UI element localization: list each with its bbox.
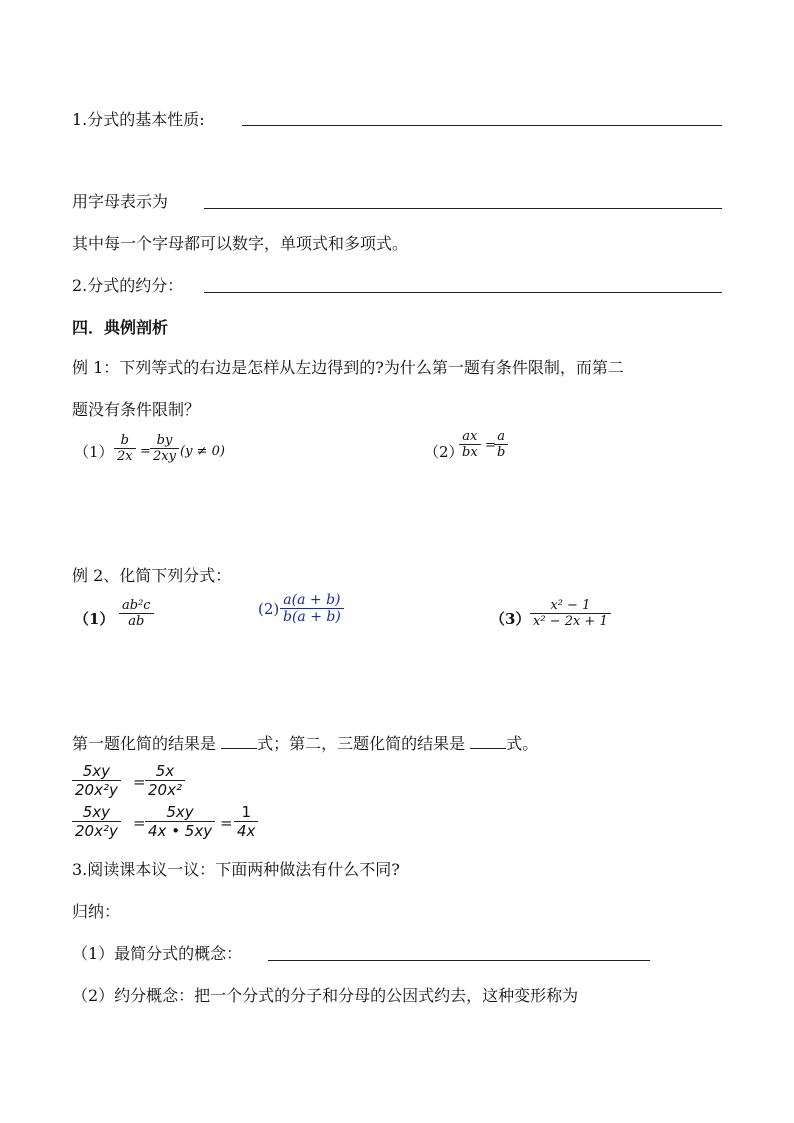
result-part2: 式；第二，三题化简的结果是	[257, 734, 471, 753]
eqB-rhs-num: 1	[241, 803, 251, 821]
eqA-rhs-fraction	[145, 762, 185, 799]
example2-text: 例 2、化简下列分式：	[72, 566, 232, 585]
ex1-item1-rhs-den: 2xy	[153, 449, 176, 464]
basic-property-blank[interactable]	[242, 125, 722, 126]
ex2-item2-den: b(a + b)	[283, 609, 341, 625]
ex1-item2-lhs-fraction	[459, 429, 481, 460]
eqA-rhs-den: 20x²	[148, 781, 182, 799]
ex1-item1-lhs-num: b	[120, 433, 129, 448]
eqB-equals-2: =	[220, 814, 233, 832]
example1-text-line1: 例 1：下列等式的右边是怎样从左边得到的?为什么第一题有条件限制，而第二	[72, 358, 624, 377]
eqA-lhs-fraction	[72, 762, 121, 799]
letters-note: 其中每一个字母都可以数字，单项式和多项式。	[72, 234, 409, 253]
ex2-item1-den: ab	[128, 614, 145, 629]
eqB-equals-1: =	[133, 814, 146, 832]
letters-blank[interactable]	[204, 208, 722, 209]
ex1-item1-rhs-num: by	[156, 433, 173, 448]
ex1-item2-equals: =	[485, 438, 496, 453]
basic-property-label: 1.分式的基本性质:	[72, 110, 205, 129]
ex1-item1-label: （1）	[74, 443, 114, 461]
reduction-concept-text: （2）约分概念：把一个分式的分子和分母的公因式约去，这种变形称为	[72, 986, 579, 1005]
eqA-rhs-num: 5x	[155, 762, 175, 780]
section-heading: 四．典例剖析	[72, 318, 169, 337]
ex2-item2-label: (2)	[258, 600, 280, 618]
summary-label: 归纳：	[72, 902, 121, 921]
ex1-item2-lhs-den: bx	[462, 445, 478, 460]
result-part1: 第一题化简的结果是	[72, 734, 222, 753]
ex1-item2-lhs-num: ax	[462, 429, 478, 444]
ex2-item2-fraction	[280, 592, 344, 625]
ex1-item2-rhs-num: a	[497, 429, 506, 444]
ex2-item3-label: （3）	[490, 610, 531, 628]
ex1-item1-equals: =	[140, 444, 151, 459]
result-blank-1[interactable]	[221, 734, 257, 749]
eqB-mid-den: 4x • 5xy	[148, 822, 213, 840]
ex2-item1-num: ab²c	[122, 598, 151, 613]
result-part3: 式。	[506, 734, 539, 753]
reading-prompt: 3.阅读课本议一议：下面两种做法有什么不同?	[72, 860, 400, 879]
eqB-lhs-num: 5xy	[82, 803, 111, 821]
ex1-item1-lhs-den: 2x	[117, 449, 133, 464]
ex2-item2-num: a(a + b)	[283, 592, 341, 608]
reduction-label: 2.分式的约分：	[72, 276, 184, 295]
ex1-item1-rhs-fraction	[150, 433, 179, 464]
simplest-fraction-label: （1）最简分式的概念：	[72, 944, 243, 963]
ex1-item1-lhs-fraction	[114, 433, 136, 464]
example1-text-line2: 题没有条件限制？	[72, 400, 201, 419]
ex1-item2-label: （2）	[424, 443, 464, 461]
eqB-lhs-fraction	[72, 803, 121, 840]
eqA-lhs-den: 20x²y	[75, 781, 118, 799]
reduction-blank[interactable]	[204, 292, 722, 293]
result-blank-2[interactable]	[470, 734, 506, 749]
simplest-fraction-blank[interactable]	[268, 960, 650, 961]
eqB-lhs-den: 20x²y	[75, 822, 118, 840]
ex1-item2-rhs-den: b	[497, 445, 506, 460]
ex2-item3-den: x² − 2x + 1	[533, 614, 608, 629]
eqA-lhs-num: 5xy	[82, 762, 111, 780]
ex2-item3-num: x² − 1	[550, 598, 591, 613]
ex2-item3-fraction	[530, 598, 611, 629]
eqB-rhs-den: 4x	[237, 822, 256, 840]
eqB-mid-fraction	[145, 803, 215, 840]
ex2-item1-label: （1）	[74, 610, 115, 628]
eqA-equals: =	[133, 773, 146, 791]
ex1-item2-rhs-fraction	[494, 429, 508, 460]
eqB-mid-num: 5xy	[166, 803, 194, 821]
result-sentence	[72, 734, 538, 754]
eqB-rhs-fraction	[234, 803, 258, 840]
letters-label: 用字母表示为	[72, 192, 169, 211]
ex1-item1-condition: (y ≠ 0)	[180, 444, 225, 459]
ex2-item1-fraction	[119, 598, 154, 629]
